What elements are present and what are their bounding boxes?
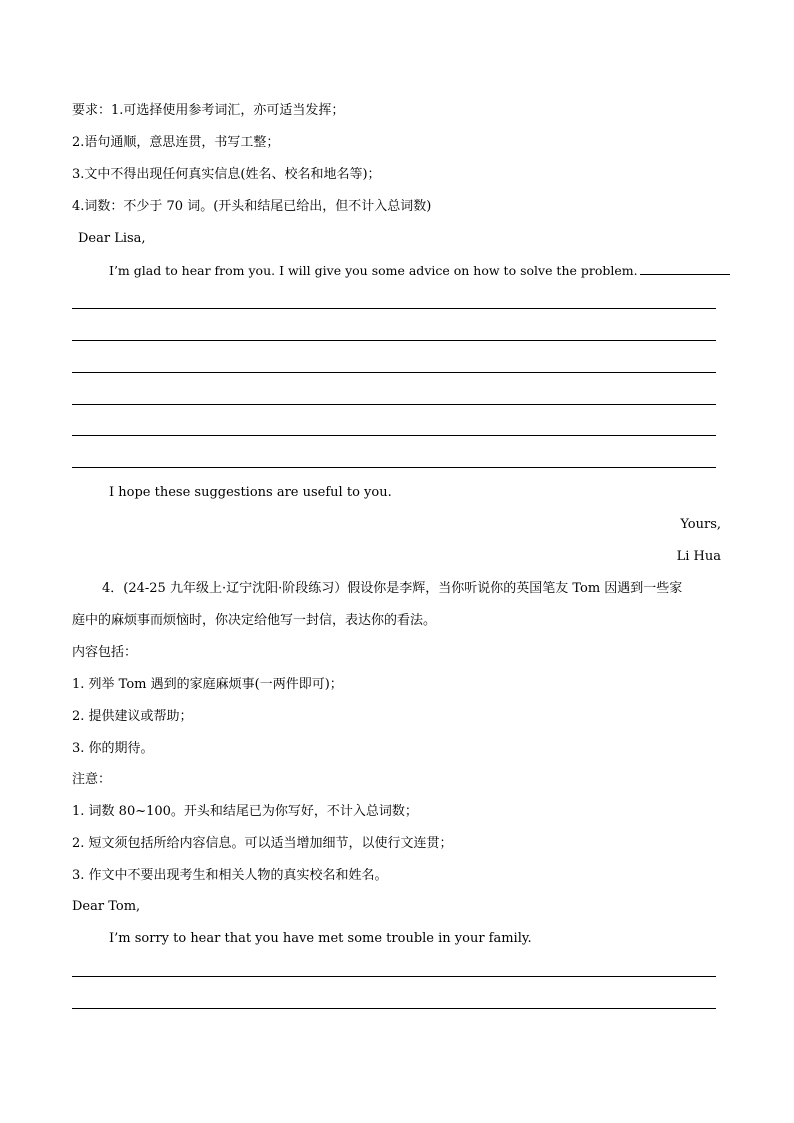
writing-blank-inline[interactable]: [640, 262, 730, 275]
letter-opening-lisa: [109, 262, 730, 279]
content-item-3: 3. 你的期待。: [72, 741, 154, 756]
question-4-prompt-cont: 庭中的麻烦事而烦恼时，你决定给他写一封信，表达你的看法。: [72, 613, 437, 628]
letter-closing: I hope these suggestions are useful to you.: [109, 485, 392, 500]
notes-heading: 注意：: [72, 772, 112, 787]
salutation-tom: Dear Tom,: [72, 899, 141, 914]
requirement-4: 4.词数：不少于 70 词。(开头和结尾已给出，但不计入总词数): [72, 199, 432, 214]
requirement-3: 3.文中不得出现任何真实信息(姓名、校名和地名等)；: [72, 167, 381, 182]
writing-line[interactable]: [72, 308, 716, 309]
writing-line[interactable]: [72, 404, 716, 405]
signoff: Yours,: [680, 517, 721, 532]
signature: Li Hua: [676, 549, 721, 564]
requirement-1: 要求：1.可选择使用参考词汇，亦可适当发挥；: [72, 103, 345, 118]
content-item-2: 2. 提供建议或帮助；: [72, 709, 193, 724]
writing-line[interactable]: [72, 435, 716, 436]
writing-line[interactable]: [72, 340, 716, 341]
writing-line[interactable]: [72, 467, 716, 468]
letter-opening-tom: I’m sorry to hear that you have met some trouble in your family.: [109, 931, 532, 946]
note-1: 1. 词数 80~100。开头和结尾已为你写好，不计入总词数；: [72, 804, 418, 819]
writing-line[interactable]: [72, 1008, 716, 1009]
salutation-lisa: Dear Lisa,: [78, 231, 146, 246]
requirement-2: 2.语句通顺，意思连贯，书写工整；: [72, 135, 280, 150]
note-3: 3. 作文中不要出现考生和相关人物的真实校名和姓名。: [72, 868, 388, 883]
writing-line[interactable]: [72, 976, 716, 977]
letter-opening-text: I’m glad to hear from you. I will give you some advice on how to solve the problem.: [109, 263, 638, 278]
note-2: 2. 短文须包括所给内容信息。可以适当增加细节，以使行文连贯；: [72, 836, 453, 851]
writing-line[interactable]: [72, 372, 716, 373]
content-item-1: 1. 列举 Tom 遇到的家庭麻烦事(一两件即可)；: [72, 677, 343, 692]
question-4-prompt: 4．(24-25 九年级上·辽宁沈阳·阶段练习）假设你是李辉，当你听说你的英国笔友 Tom 因遇到一些家: [102, 581, 683, 596]
content-heading: 内容包括：: [72, 645, 138, 660]
